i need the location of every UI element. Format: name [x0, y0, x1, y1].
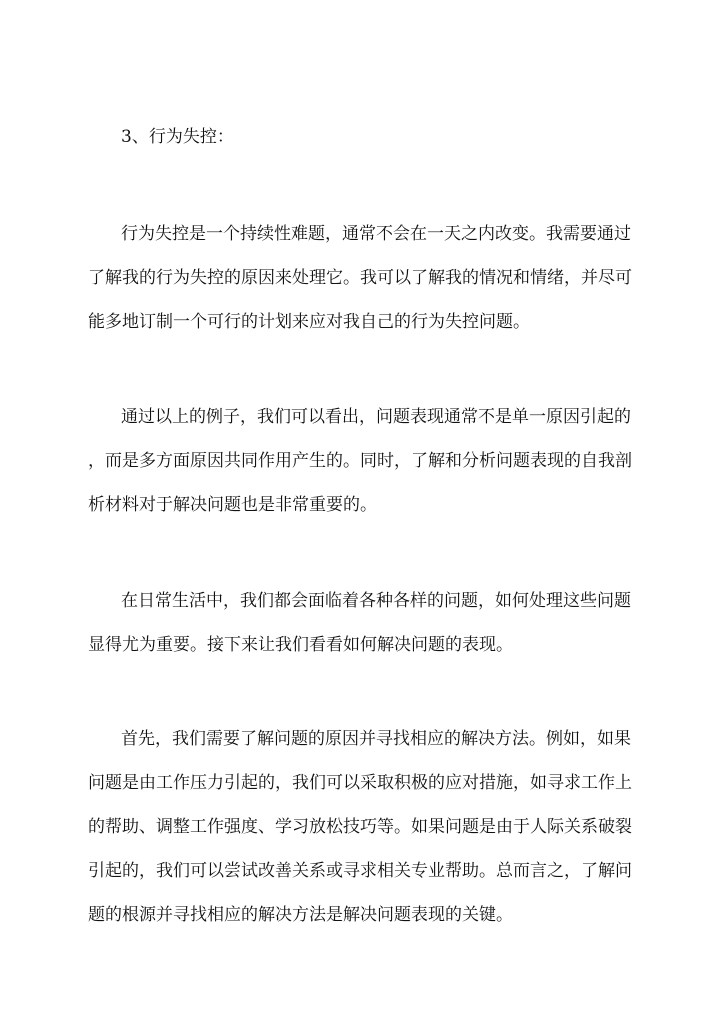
paragraph-line: 行为失控是一个持续性难题，通常不会在一天之内改变。我需要通过 — [121, 224, 631, 244]
paragraph-line: 的帮助、调整工作强度、学习放松技巧等。如果问题是由于人际关系破裂 — [88, 817, 632, 837]
paragraph-line: 通过以上的例子，我们可以看出，问题表现通常不是单一原因引起的 — [121, 407, 631, 427]
paragraph-line: 析材料对于解决问题也是非常重要的。 — [88, 495, 377, 515]
section-heading: 3、行为失控： — [121, 127, 234, 147]
paragraph-solution-methods — [88, 727, 648, 947]
paragraph-line: 能多地订制一个可行的计划来应对我自己的行为失控问题。 — [88, 312, 530, 332]
paragraph-behavior-loss-of-control — [88, 222, 648, 354]
paragraph-line: ，而是多方面原因共同作用产生的。同时，了解和分析问题表现的自我剖 — [88, 451, 632, 471]
paragraph-line: 在日常生活中，我们都会面临着各种各样的问题，如何处理这些问题 — [121, 591, 631, 611]
paragraph-examples-summary — [88, 405, 648, 537]
paragraph-line: 引起的，我们可以尝试改善关系或寻求相关专业帮助。总而言之，了解问 — [88, 861, 632, 881]
paragraph-line: 题的根源并寻找相应的解决方法是解决问题表现的关键。 — [88, 905, 513, 925]
paragraph-daily-life-problems — [88, 589, 648, 677]
paragraph-line: 首先，我们需要了解问题的原因并寻找相应的解决方法。例如，如果 — [121, 729, 631, 749]
paragraph-line: 显得尤为重要。接下来让我们看看如何解决问题的表现。 — [88, 635, 513, 655]
paragraph-line: 了解我的行为失控的原因来处理它。我可以了解我的情况和情绪，并尽可 — [88, 268, 632, 288]
paragraph-line: 问题是由工作压力引起的，我们可以采取积极的应对措施，如寻求工作上 — [88, 773, 632, 793]
